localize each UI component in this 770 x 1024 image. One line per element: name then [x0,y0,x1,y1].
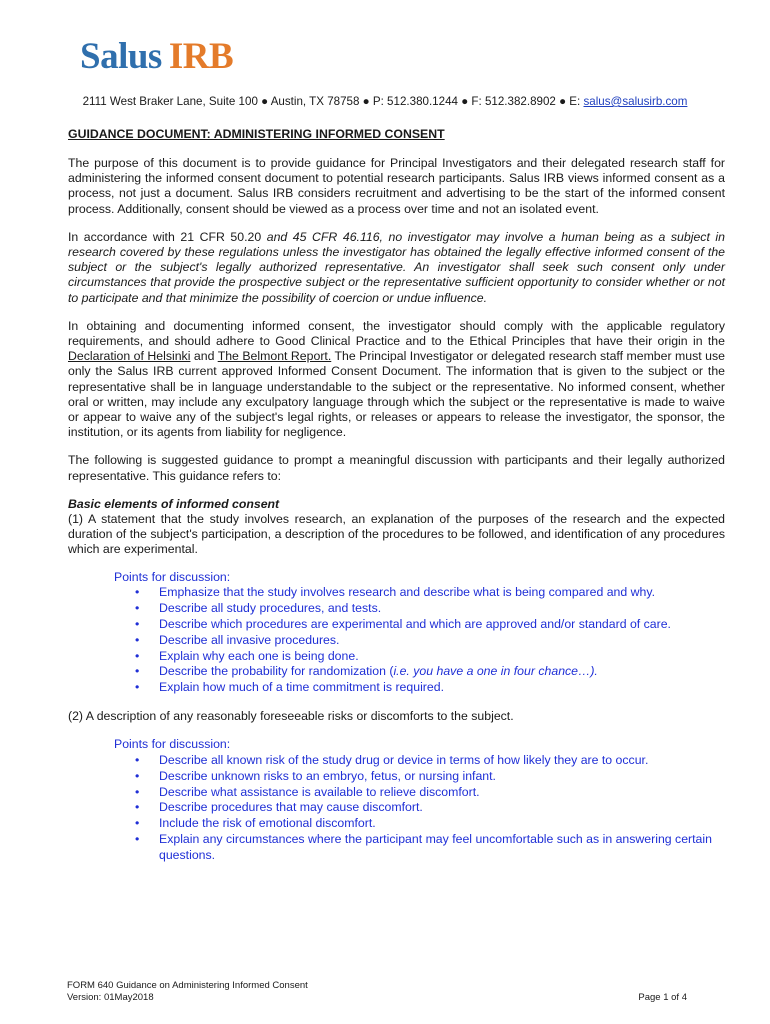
helsinki-link[interactable]: Declaration of Helsinki [68,349,191,364]
list-item: • Describe which procedures are experimental and which are approved and/or standard of care. [114,617,725,633]
list-item: • Describe what assistance is available to relieve discomfort. [114,785,725,801]
page-footer [67,980,687,1004]
footer-form-name: FORM 640 Guidance on Administering Informed Consent [67,980,308,991]
list-item: • Emphasize that the study involves research and describe what is being compared and why. [114,585,725,601]
documenting-text-2: The Principal Investigator or delegated research staff member must use only the Salus IRB current approved Informed Consent Document. The information that is given to the subject or the representative shall be in language understandable to the subject or the representative. No informed consent, whether oral or written, may include any exculpatory language through which the subject or the representative is made to waive or appear to waive any of the subject's legal rights, or releases or appears to release the investigator, the sponsor, the institution, or its agents from liability for negligence. [68,349,725,440]
document-body [68,127,725,877]
logo-salus: Salus [80,36,162,77]
element-1-text: (1) A statement that the study involves research, an explanation of the purposes of the research and the expected duration of the subject's participation, a description of the procedures to be followed, and identification of any procedures which are experimental. [68,512,725,557]
list-item: • Describe all study procedures, and tests. [114,601,725,617]
address-text: 2111 West Braker Lane, Suite 100 ● Austin, TX 78758 ● P: 512.380.1244 ● F: 512.382.8902 ● E: [82,95,584,108]
belmont-link[interactable]: The Belmont Report. [217,349,332,364]
salus-irb-logo [80,38,233,75]
list-item: • Describe procedures that may cause discomfort. [114,800,725,816]
paragraph-purpose: The purpose of this document is to provide guidance for Principal Investigators and their delegated research staff for administering the informed consent document to potential research participants. Salus IRB views informed consent as a process, not just a document. Salus IRB considers recruitment and advertising to be the start of the informed consent process. Additionally, consent should be viewed as a process over time and not an isolated event. [68,156,725,216]
list-item: • Describe all invasive procedures. [114,633,725,649]
paragraph-documenting [68,319,725,441]
document-title: GUIDANCE DOCUMENT: ADMINISTERING INFORMED CONSENT [68,127,445,141]
list-item: • Include the risk of emotional discomfort. [114,816,725,832]
logo-irb: IRB [168,36,234,77]
regulations-lead: In accordance with 21 CFR 50.20 [68,229,267,244]
points-for-discussion-1 [114,570,725,696]
points-for-discussion-2 [114,737,725,863]
list-item: • Describe all known risk of the study drug or device in terms of how likely they are to occur. [114,753,725,769]
paragraph-regulations [68,230,725,306]
points-list-1 [114,585,725,696]
paragraph-guidance-intro: The following is suggested guidance to prompt a meaningful discussion with participants and their legally authorized representative. This guidance refers to: [68,453,725,483]
page-number: Page 1 of 4 [638,992,687,1003]
element-2-text: (2) A description of any reasonably foreseeable risks or discomforts to the subject. [68,709,514,724]
points-list-2 [114,753,725,864]
section-heading: Basic elements of informed consent [68,496,280,511]
item6-pre: Describe the probability for randomization ( [159,664,394,679]
documenting-text-1: In obtaining and documenting informed consent, the investigator should comply with the applicable regulatory requirements, and should adhere to Good Clinical Practice and to the Ethical Principles that have their origin in the [68,318,725,349]
element-1-block [68,497,725,558]
list-item [114,664,725,680]
regulations-italic: and 45 CFR 46.116, no investigator may involve a human being as a subject in research covered by these regulations unless the investigator has obtained the legally effective informed consent of the subject or the subject's legally authorized representative. An investigator shall seek such consent only under circumstances that provide the prospective subject or the representative sufficient opportunity to consider whether or not to participate and that minimize the possibility of coercion or undue influence. [68,229,725,305]
documenting-and: and [190,349,218,364]
points-label-1: Points for discussion: [114,569,231,584]
footer-version: Version: 01May2018 [67,992,154,1003]
list-item: • Describe unknown risks to an embryo, fetus, or nursing infant. [114,769,725,785]
list-item: • Explain any circumstances where the participant may feel uncomfortable such as in answering certain questions. [114,832,725,864]
list-item: • Explain why each one is being done. [114,649,725,665]
email-link[interactable]: salus@salusirb.com [583,95,688,108]
list-item: • Explain how much of a time commitment is required. [114,680,725,696]
contact-address [0,95,770,108]
item6-italic: i.e. you have a one in four chance…). [393,664,598,679]
points-label-2: Points for discussion: [114,737,231,752]
